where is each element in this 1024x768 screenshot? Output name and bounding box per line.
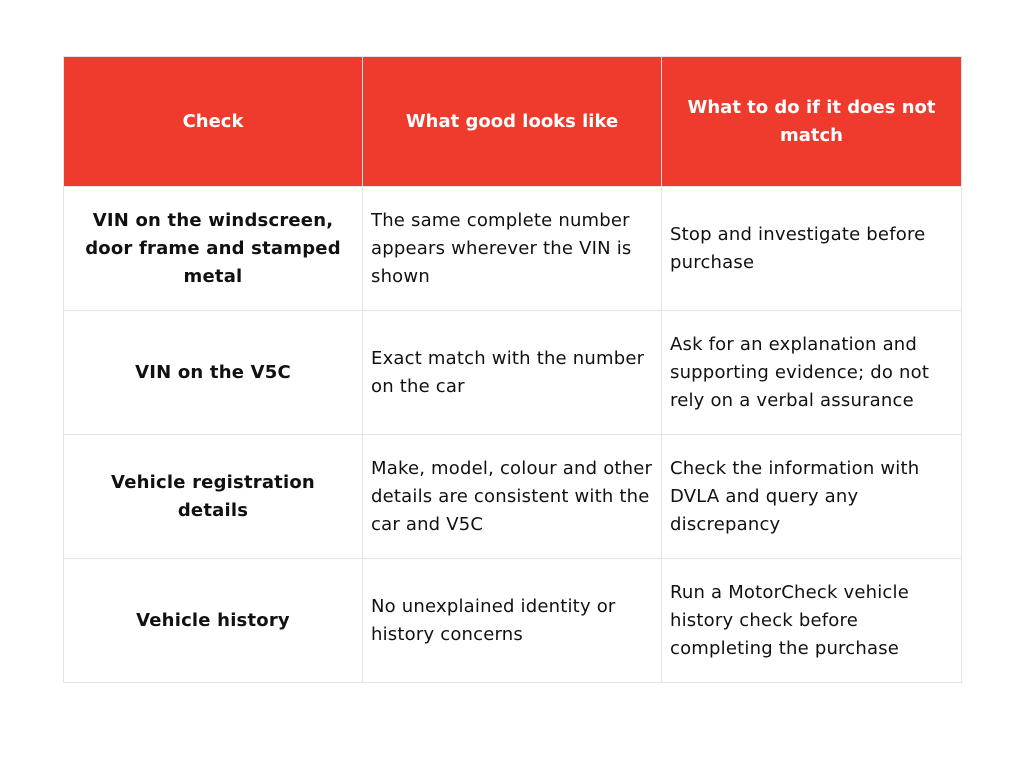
row-good-cell: The same complete number appears wherever the VIN is shown — [363, 187, 662, 311]
header-what-to-do: What to do if it does not match — [662, 57, 962, 187]
row-check-cell: VIN on the windscreen, door frame and stamped metal — [64, 187, 363, 311]
header-what-good-looks-like: What good looks like — [363, 57, 662, 187]
table-header-row — [64, 57, 962, 187]
row-check-cell: Vehicle registration details — [64, 435, 363, 559]
row-check-cell: VIN on the V5C — [64, 311, 363, 435]
row-action-cell: Run a MotorCheck vehicle history check before completing the purchase — [662, 559, 962, 683]
row-action-cell: Stop and investigate before purchase — [662, 187, 962, 311]
vehicle-check-table-container — [63, 56, 961, 683]
header-check: Check — [64, 57, 363, 187]
vehicle-check-table — [63, 56, 962, 683]
row-action-cell: Ask for an explanation and supporting evidence; do not rely on a verbal assurance — [662, 311, 962, 435]
row-good-cell: Exact match with the number on the car — [363, 311, 662, 435]
row-good-cell: No unexplained identity or history concerns — [363, 559, 662, 683]
row-good-cell: Make, model, colour and other details are consistent with the car and V5C — [363, 435, 662, 559]
table-row — [64, 435, 962, 559]
table-row — [64, 187, 962, 311]
table-row — [64, 311, 962, 435]
row-check-cell: Vehicle history — [64, 559, 363, 683]
row-action-cell: Check the information with DVLA and query any discrepancy — [662, 435, 962, 559]
table-row — [64, 559, 962, 683]
